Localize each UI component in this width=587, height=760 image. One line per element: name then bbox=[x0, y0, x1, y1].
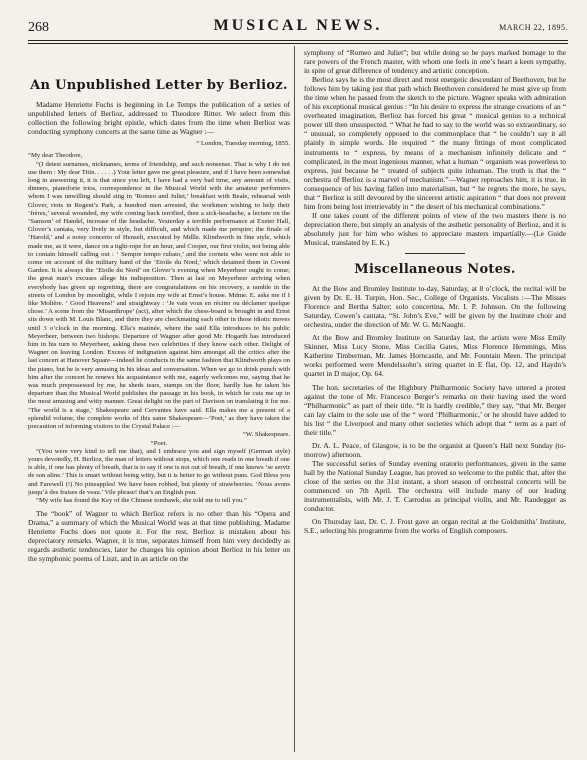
page-number: 268 bbox=[28, 20, 49, 35]
left-column bbox=[28, 48, 290, 754]
article-paragraph: If one takes count of the different points of view of the two masters there is no depreciation there, but simply an analysis of the æsthetic personality of Berlioz, and it is absolutely just for him who wishes to appreciate masters impartially.—(Le Guide Musical, translated by E. K.) bbox=[304, 210, 566, 247]
news-item: On Thursday last, Dr. C. J. Frost gave an organ recital at the Goldsmiths’ Institute, S.E., selecting his programme from the works of English composers. bbox=[304, 517, 566, 536]
article-commentary: The “book” of Wagner to which Berlioz refers is no other than his “Opera and Drama,” a summary of which the Musical World was at that time publishing. Madame Henriette Fuchs does not quote it. For the rest, Berlioz is mistaken about his depreciatory remarks. Wagner, it is true, separates himself from him very decidedly as regards æsthetic tendencies, later he changes his opinion about Berlioz in his letter on the symphonic poems of Liszt, and in an article on the bbox=[28, 509, 290, 564]
section-heading: Miscellaneous Notes. bbox=[354, 262, 516, 278]
issue-date: MARCH 22, 1895. bbox=[499, 23, 568, 32]
news-item: The hon. secretaries of the Highbury Philharmonic Society have uttered a protest against the tone of Mr. Francesco Berger’s remarks on their having used the word “Philharmonic” as part of their title. “It is hardly credible,” they say, “that Mr. Berger can lay claim to the sole use of the “ word ‘Philharmonic,’ or he should have added to his list “ the Liverpool and many other societies which adopt that “ term as a part of their title.” bbox=[304, 382, 566, 437]
letter-postscript: “My wife has found the Key of the Chinese tombawk, she told me to tell you.” bbox=[36, 496, 247, 504]
article-continuation: symphony of “Romeo and Juliet”; but while doing so he pays marked homage to the rare powers of the French master, with whom one feels in one’s heart a keen sympathy, in spite of great difference of tendency and artistic conception. bbox=[304, 48, 566, 76]
news-item: At the Bow and Bromley Institute on Saturday last, the artists were Miss Emily Skinner, Miss Lucy Stone, Miss Cecilia Gates, Miss Florence Hemmings, Miss Katherine Timberman, Mr. James Horncastle, and Mr. Fountain Meen. The principal works performed were Mendelssohn’s string quartet in E flat, Op. 12, and Haydn’s quartet in D major, Op. 64. bbox=[304, 333, 566, 379]
column-divider bbox=[294, 46, 295, 752]
journal-title: MUSICAL NEWS. bbox=[213, 17, 383, 34]
article-heading: An Unpublished Letter by Berlioz. bbox=[30, 78, 288, 93]
article-paragraph: Berlioz says he is the most direct and most energetic descendant of Beethoven, but he follows him by taking just that path which Beethoven considered he must give up from the time when he passed from the sketch to the picture. Wagner speaks with admiration of his exceptional musical genius : “In his desire to express the strange creations of an “ overheated imagination, Berlioz has forced his great “ musical genius to a technical power till then unsuspected. “ What he had to say to the world was so extraordinary, so “ unusual, so completely opposed to the commonplace that “ he couldn’t say it all plainly in simple words. He required “ the many fittings of most complicated instruments to “ express, by means of a mechanism infinitely delicate and “ complicated, in the most ingenious manner, what a human “ organism was powerless to express, just because he “ treated of subjects quite inhuman. The truth is that the “ orchestra of Berlioz is a marvel of mechanism.”—Wagner reproaches him, it is true, in consequence of his having fallen into materialism, but “ he regrets the more, he says, that “ Berlioz is still devoured by the sincerest artistic aspiration “ that does not prevent him from being lost irretrievably in “ the desert of his mechanical combinations.” bbox=[304, 75, 566, 211]
news-item: The successful series of Sunday evening oratorio performances, given in the same hall by the National Sunday League, has proved so welcome to the public that, after the close of the series on the 31st instant, a short season of orchestral concerts will be commenced on 7th April. The orchestra will include many of our leading instrumentalists, with Mr. J. T. Carrodus as principal violin, and Mr. Randegger as conductor. bbox=[304, 458, 566, 514]
letter-closing: “(You were very kind to tell me that), and I embrace you and sign myself (German style) yours devotedly, H. Berlioz, the man of letters without stops, which one reads in one breath if one is able, if one has plenty of breath, that is to say if one is not out of breath, if one knows ‘se servir de son aline.’ This is smart without being witty, but it is better to go without puns. God Bless you and Farewell (!) No pineapples! We have been robbed, but plenty of strawberries. ‘Nous avons jusqu’à des fraises de veau.’ Vile phrase! that’s an English pun. bbox=[28, 447, 290, 496]
header-rule-lower bbox=[28, 43, 568, 44]
letter-quote-title: “Poet. bbox=[150, 439, 168, 447]
article-intro: Madame Henriette Fuchs is beginning in Le Temps the publication of a series of unpublished letters of Berlioz, addressed to Theodore Ritter. We select from this collection the following bright epistle, which dates from the time when Berlioz was conducting symphony concerts at the same time as Wagner :— bbox=[28, 100, 290, 137]
letter-dateline: “ London, Tuesday morning, 1855. bbox=[196, 140, 290, 148]
letter-body: “(I detest surnames, nicknames, terms of friendship, and such nonsense. That is why I do not use them : My dear Titin. . . . . .) Your letter gave me great pleasure, and if I have been somewhat long in answering it, it is that since you left, I have had a very bad time, any amount of visits, dinners, pianoforte trios, correspondence in the Musical World with the amateur performers whom I was unwilling should sing in ‘Romeo and Juliet,’ breakfast with Beale, rehearsal with Glover, riots in Regent’s Park, a hundred men arrested, the workmen wishing to help their ‘frères,’ several wounded, my wife coming back terrified, then a sick-headache, a lecture on the ‘Samson’ of Handel, increase of the headache. Yesterday a terrible performance at Exeter Hall, Glover’s cantata, very lively in style, but difficult, and which made me perspire; the finale of ‘Harold,’ and a noisy concerto of Henselt, executed by Mdlle. Klindworth in fine style, which made me, as it were, dance on a tight-rope for an hour, and Cooper, our first violin, not being able to contain himself calling out : ‘ Sempre tempo rubato,’ and the cornets who were not able to come on account of the military band of the ‘Etoile du Nord,’ which detained them in Covent Garden. It is always the ‘Etoile du Nord’ on Glover’s evening when Meyerbeer ought to come; the great man’s excuses allege his indisposition. Then at last on Meyerbeer arriving when everybody has given up regretting, there are congratulations on his recovery, a ramble in the streets of London by moonlight, while I rejoin my wife at Ernst’s house. Mdme. E. asks me if I like Molière. ‘ Good Heavens!’ and straightway : ‘Je vais vous en réciter ou déclamer quelque chose.’ A scene from the ‘Misanthrope’ (act), after which the chess-board is brought in and Ernst sits down with M. Louis Blanc, and there they are checkmating each other in those idiotic moves until 3 o’clock in the morning. Ella’s matinée, where the said Ella introduces to his public Meyerbeer, between two bishops. Departure of Wagner after good Mr. Hogarth has introduced him in his turn to Meyerbeer, asking these two celebrities if they know each other. Delight of Wagner on leaving London. Excess of indignation against him amongst all the critics after the last concert at Hanover Square—indeed he conducts in the same fashion that Klindworth plays on the piano, but he is very amusing in his ideas and conversation. When we go to drink punch with him after the concert he renews his acquaintance with me, eagerly welcomes me, saying that he was much prepossessed by me, he sheds tears, stamps on the floor, hardly has he taken his departure than the Musical World publishes the passage in his book, in which he cuts me up in the most amusing and witty manner. Great delight on the part of Davison on translating it for me. ‘The world is a stage,’ Shakespeare and Cervantes have said. Ella makes me a present of a splendid volume, the complete works of this same Shakespeare—‘Poet,’ as they have taken the precaution of informing visitors to the Crystal Palace :— bbox=[28, 160, 290, 431]
news-item: Dr. A. L. Peace, of Glasgow, is to be the organist at Queen’s Hall next Sunday (to-morrow) afternoon. bbox=[304, 440, 566, 459]
page-header bbox=[28, 14, 568, 38]
letter-salutation: “My dear Theodore, bbox=[28, 152, 83, 160]
header-rule bbox=[28, 40, 568, 41]
right-column bbox=[304, 48, 566, 754]
section-divider bbox=[405, 253, 465, 254]
news-item: At the Bow and Bromley Institute to-day, Saturday, at 8 o’clock, the recital will be given by Dr. E. H. Turpin, Hon. Sec., College of Organists. Vocalists :—The Misses Florence and Bertha Salter; solo concertina, Mr. I. P. Johnson. On the following Saturday, Cowen’s cantata, “St. John’s Eve,” will be given by the Institute choir and orchestra, under the direction of Mr. W. G. McNaught. bbox=[304, 284, 566, 330]
letter-quote-name: “W. Shakespeare. bbox=[242, 431, 290, 439]
